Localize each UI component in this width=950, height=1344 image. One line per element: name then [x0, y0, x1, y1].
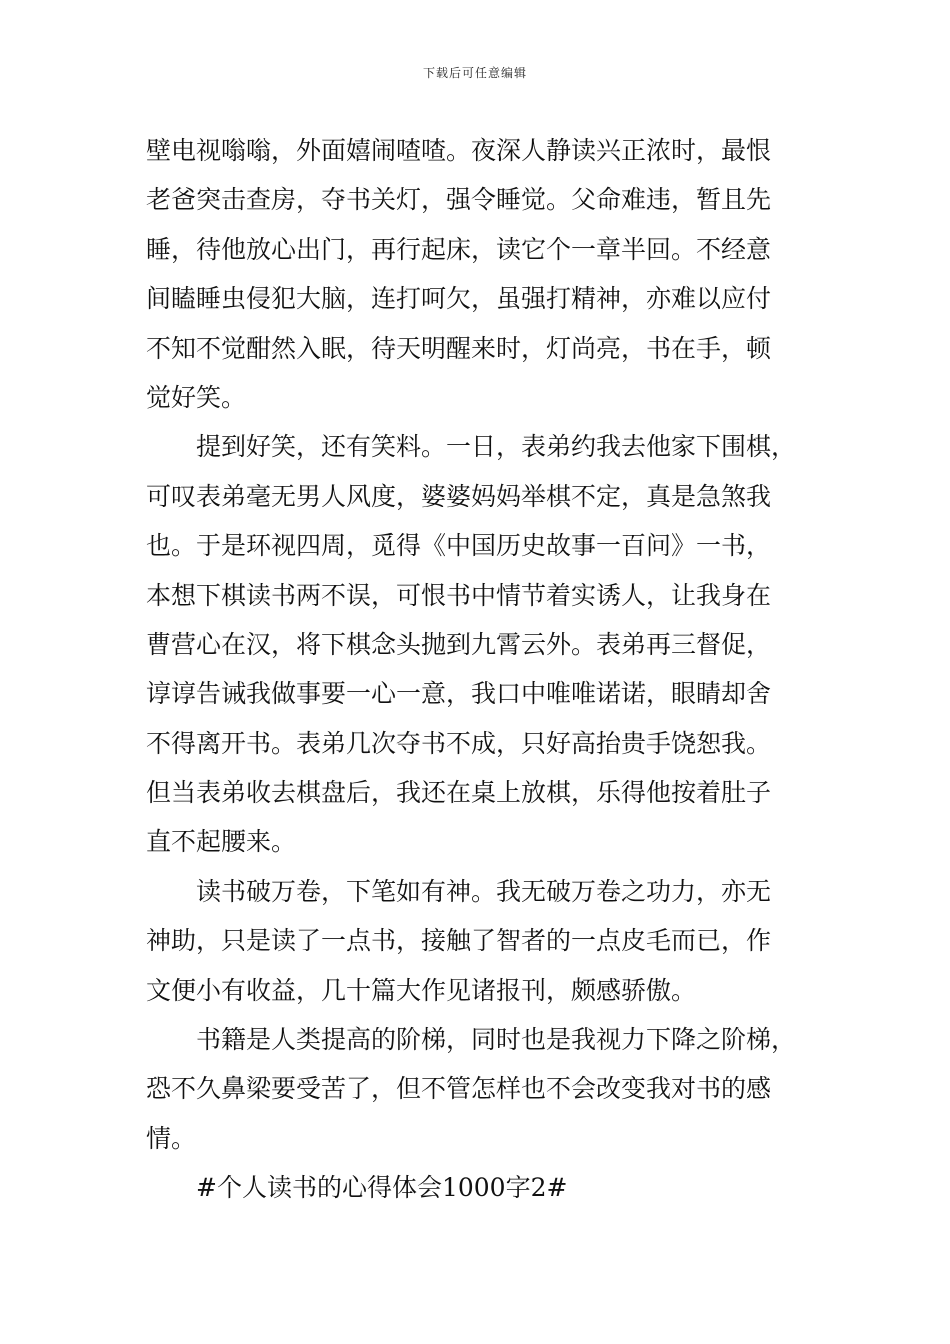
page-header: 下载后可任意编辑 — [422, 66, 527, 80]
text-line: 直不起腰来。 — [146, 827, 297, 857]
text-line: 谆谆告诫我做事要一心一意，我口中唯唯诺诺，眼睛却舍 — [146, 679, 772, 709]
paragraph-first-line: 提到好笑，还有笑料。一日，表弟约我去他家下围棋， — [196, 432, 797, 462]
text-line: 睡，待他放心出门，再行起床，读它个一章半回。不经意 — [146, 234, 772, 264]
text-line: 间瞌睡虫侵犯大脑，连打呵欠，虽强打精神，亦难以应付 — [146, 284, 772, 314]
section-heading: #个人读书的心得体会1000字2# — [196, 1173, 568, 1203]
text-line: 曹营心在汉，将下棋念头抛到九霄云外。表弟再三督促， — [146, 629, 772, 659]
text-line: 壁电视嗡嗡，外面嬉闹喳喳。夜深人静读兴正浓时，最恨 — [146, 136, 772, 165]
text-line: 觉好笑。 — [146, 382, 247, 412]
text-line: 可叹表弟毫无男人风度，婆婆妈妈举棋不定，真是急煞我 — [146, 481, 772, 511]
text-line: 神助，只是读了一点书，接触了智者的一点皮毛而已，作 — [146, 926, 772, 956]
text-line: 本想下棋读书两不误，可恨书中情节着实诱人，让我身在 — [146, 580, 772, 610]
text-line: 不得离开书。表弟几次夺书不成，只好高抬贵手饶恕我。 — [146, 728, 772, 758]
text-line: 老爸突击查房，夺书关灯，强令睡觉。父命难违，暂且先 — [146, 185, 772, 215]
text-line: 但当表弟收去棋盘后，我还在桌上放棋，乐得他按着肚子 — [146, 778, 772, 808]
paragraph-first-line: 读书破万卷，下笔如有神。我无破万卷之功力，亦无 — [196, 876, 772, 906]
text-line: 也。于是环视四周，觅得《中国历史故事一百问》一书， — [146, 531, 772, 561]
paragraph-first-line: 书籍是人类提高的阶梯，同时也是我视力下降之阶梯， — [196, 1025, 797, 1055]
text-line: 恐不久鼻梁要受苦了，但不管怎样也不会改变我对书的感 — [146, 1074, 772, 1104]
text-line: 情。 — [146, 1123, 197, 1153]
text-line: 不知不觉酣然入眠，待天明醒来时，灯尚亮，书在手，顿 — [146, 333, 772, 363]
text-line: 文便小有收益，几十篇大作见诸报刊，颇感骄傲。 — [146, 975, 697, 1005]
document-body — [146, 126, 816, 1213]
